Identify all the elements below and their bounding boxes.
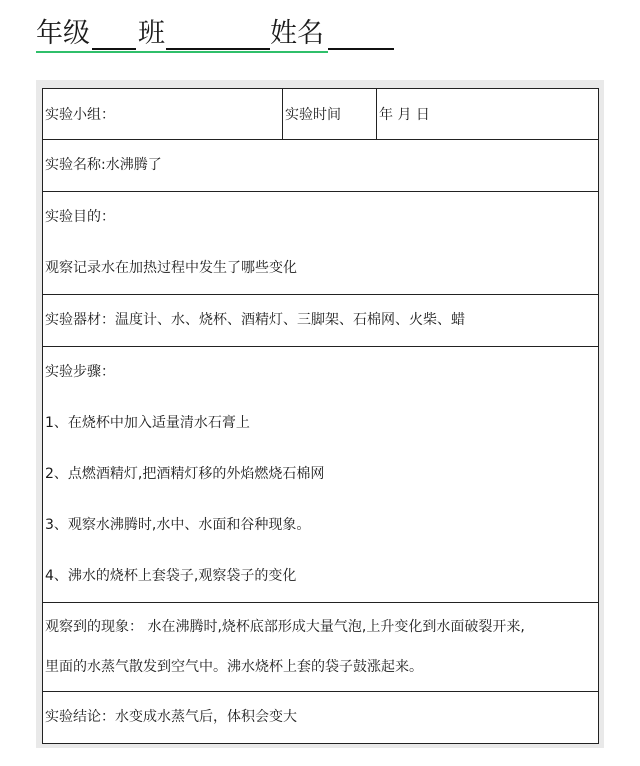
class-label: 班	[138, 18, 165, 49]
experiment-sheet	[36, 80, 604, 748]
step-item: 1、在烧杯中加入适量清水石膏上	[45, 415, 250, 431]
date-field: 年 月 日	[377, 89, 599, 140]
experiment-name: 实验名称:水沸腾了	[43, 140, 599, 192]
table-row-group	[43, 89, 599, 140]
steps-label: 实验步骤：	[45, 364, 115, 380]
table-row-steps	[43, 347, 599, 603]
header-green-line	[36, 51, 328, 53]
observation-cell	[43, 603, 599, 692]
name-blank	[328, 48, 394, 50]
purpose-text: 观察记录水在加热过程中发生了哪些变化	[45, 260, 297, 276]
class-blank	[166, 48, 270, 50]
table-row-conclusion	[43, 692, 599, 744]
experiment-record-table	[42, 88, 599, 744]
purpose-cell	[43, 192, 599, 295]
steps-cell	[43, 347, 599, 603]
step-item: 2、点燃酒精灯,把酒精灯移的外焰燃烧石棉网	[45, 466, 325, 482]
conclusion-text: 实验结论：水变成水蒸气后，体积会变大	[43, 692, 599, 744]
grade-label: 年级	[36, 18, 90, 49]
observation-line-1: 观察到的现象： 水在沸腾时,烧杯底部形成大量气泡,上升变化到水面破裂开来,	[45, 619, 525, 635]
purpose-label: 实验目的：	[45, 209, 115, 225]
table-row-purpose	[43, 192, 599, 295]
table-row-observation	[43, 603, 599, 692]
step-item: 3、观察水沸腾时,水中、水面和谷种现象。	[45, 517, 311, 533]
group-label: 实验小组：	[43, 89, 283, 140]
time-label: 实验时间	[283, 89, 377, 140]
observation-line-2: 里面的水蒸气散发到空气中。沸水烧杯上套的袋子鼓涨起来。	[45, 659, 423, 675]
equipment-text: 实验器材：温度计、水、烧杯、酒精灯、三脚架、石棉网、火柴、蜡	[43, 295, 599, 347]
worksheet-header	[36, 14, 396, 54]
table-row-name	[43, 140, 599, 192]
grade-blank	[92, 48, 136, 50]
name-label: 姓名	[270, 18, 324, 49]
table-row-equipment	[43, 295, 599, 347]
step-item: 4、沸水的烧杯上套袋子,观察袋子的变化	[45, 568, 297, 584]
